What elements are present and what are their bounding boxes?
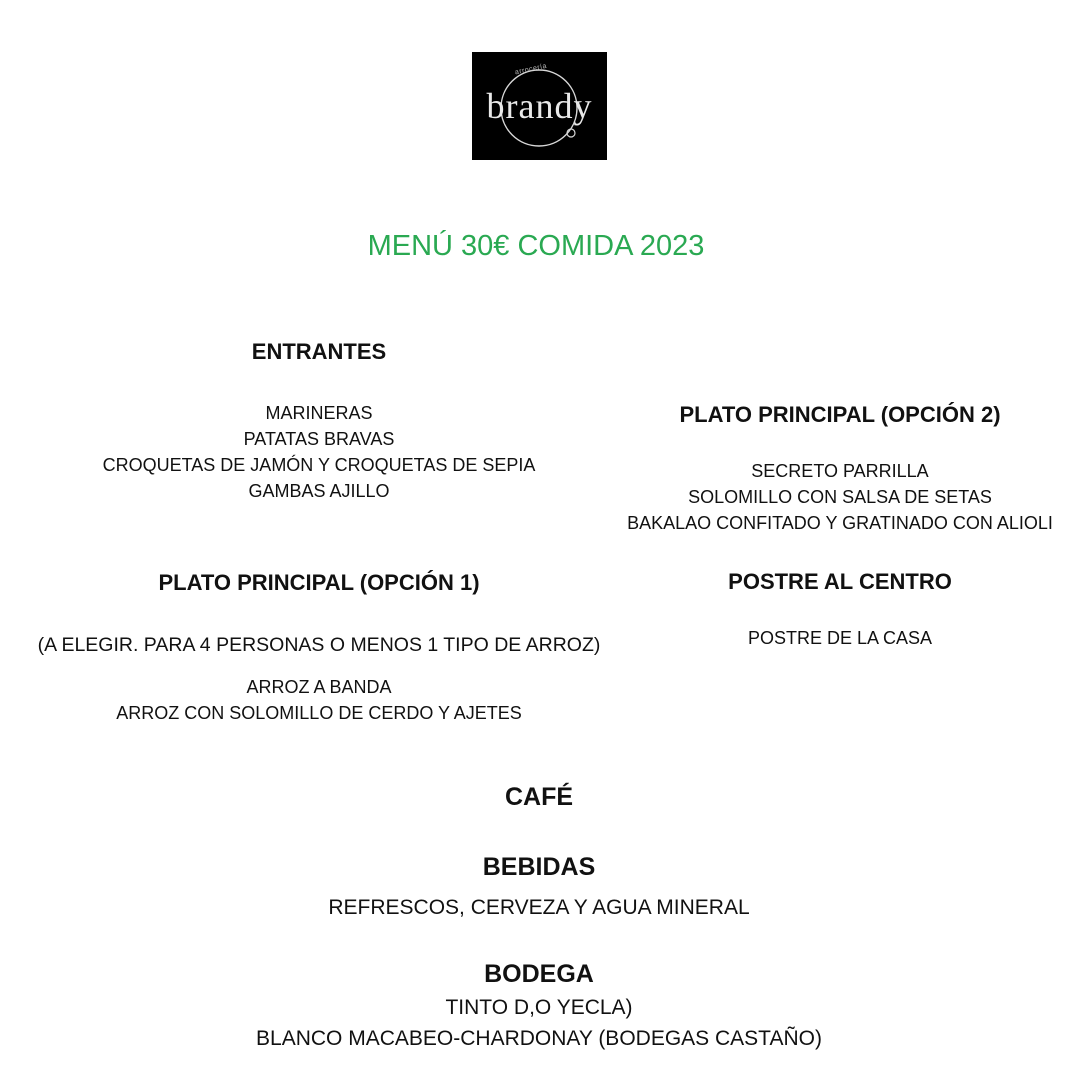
section-heading: BEBIDAS [482, 853, 596, 881]
section-heading: CAFÉ [504, 783, 574, 811]
item-list [0, 674, 638, 726]
section-heading: BODEGA [484, 960, 594, 988]
section-heading: ENTRANTES [251, 339, 387, 364]
section-entrantes [0, 338, 638, 504]
brandy-logo [472, 52, 607, 160]
list-item: TINTO D,O YECLA) [445, 996, 633, 1019]
section-bebidas [0, 851, 1078, 923]
list-item: BLANCO MACABEO-CHARDONAY (BODEGAS CASTAÑO) [256, 1027, 822, 1050]
logo-wordmark: brandy [486, 86, 593, 126]
list-item: ARROZ CON SOLOMILLO DE CERDO Y AJETES [116, 703, 522, 723]
list-item: SECRETO PARRILLA [751, 461, 929, 481]
section-postre [610, 568, 1070, 651]
section-plato-principal-2 [610, 401, 1070, 536]
section-note: (A ELEGIR. PARA 4 PERSONAS O MENOS 1 TIPO DE ARROZ) [37, 634, 601, 656]
list-item: CROQUETAS DE JAMÓN Y CROQUETAS DE SEPIA [102, 455, 536, 475]
section-heading: PLATO PRINCIPAL (OPCIÓN 1) [158, 570, 480, 595]
list-item: PATATAS BRAVAS [243, 429, 395, 449]
section-heading: PLATO PRINCIPAL (OPCIÓN 2) [679, 402, 1001, 427]
item-list [610, 458, 1070, 536]
section-bodega [0, 958, 1078, 1054]
section-heading: POSTRE AL CENTRO [728, 569, 952, 594]
list-item: MARINERAS [265, 403, 373, 423]
logo-tagline: arrocería [514, 62, 548, 77]
list-item: ARROZ A BANDA [246, 677, 392, 697]
item-list [0, 400, 638, 504]
item-list [0, 992, 1078, 1054]
item-list [0, 892, 1078, 923]
list-item: POSTRE DE LA CASA [747, 628, 933, 648]
list-item: BAKALAO CONFITADO Y GRATINADO CON ALIOLI [627, 513, 1053, 533]
list-item: REFRESCOS, CERVEZA Y AGUA MINERAL [328, 896, 750, 919]
menu-title: MENÚ 30€ COMIDA 2023 [367, 230, 705, 262]
list-item: SOLOMILLO CON SALSA DE SETAS [688, 487, 992, 507]
list-item: GAMBAS AJILLO [248, 481, 390, 501]
item-list [610, 625, 1070, 651]
section-plato-principal-1 [0, 569, 638, 726]
section-cafe [0, 781, 1078, 813]
